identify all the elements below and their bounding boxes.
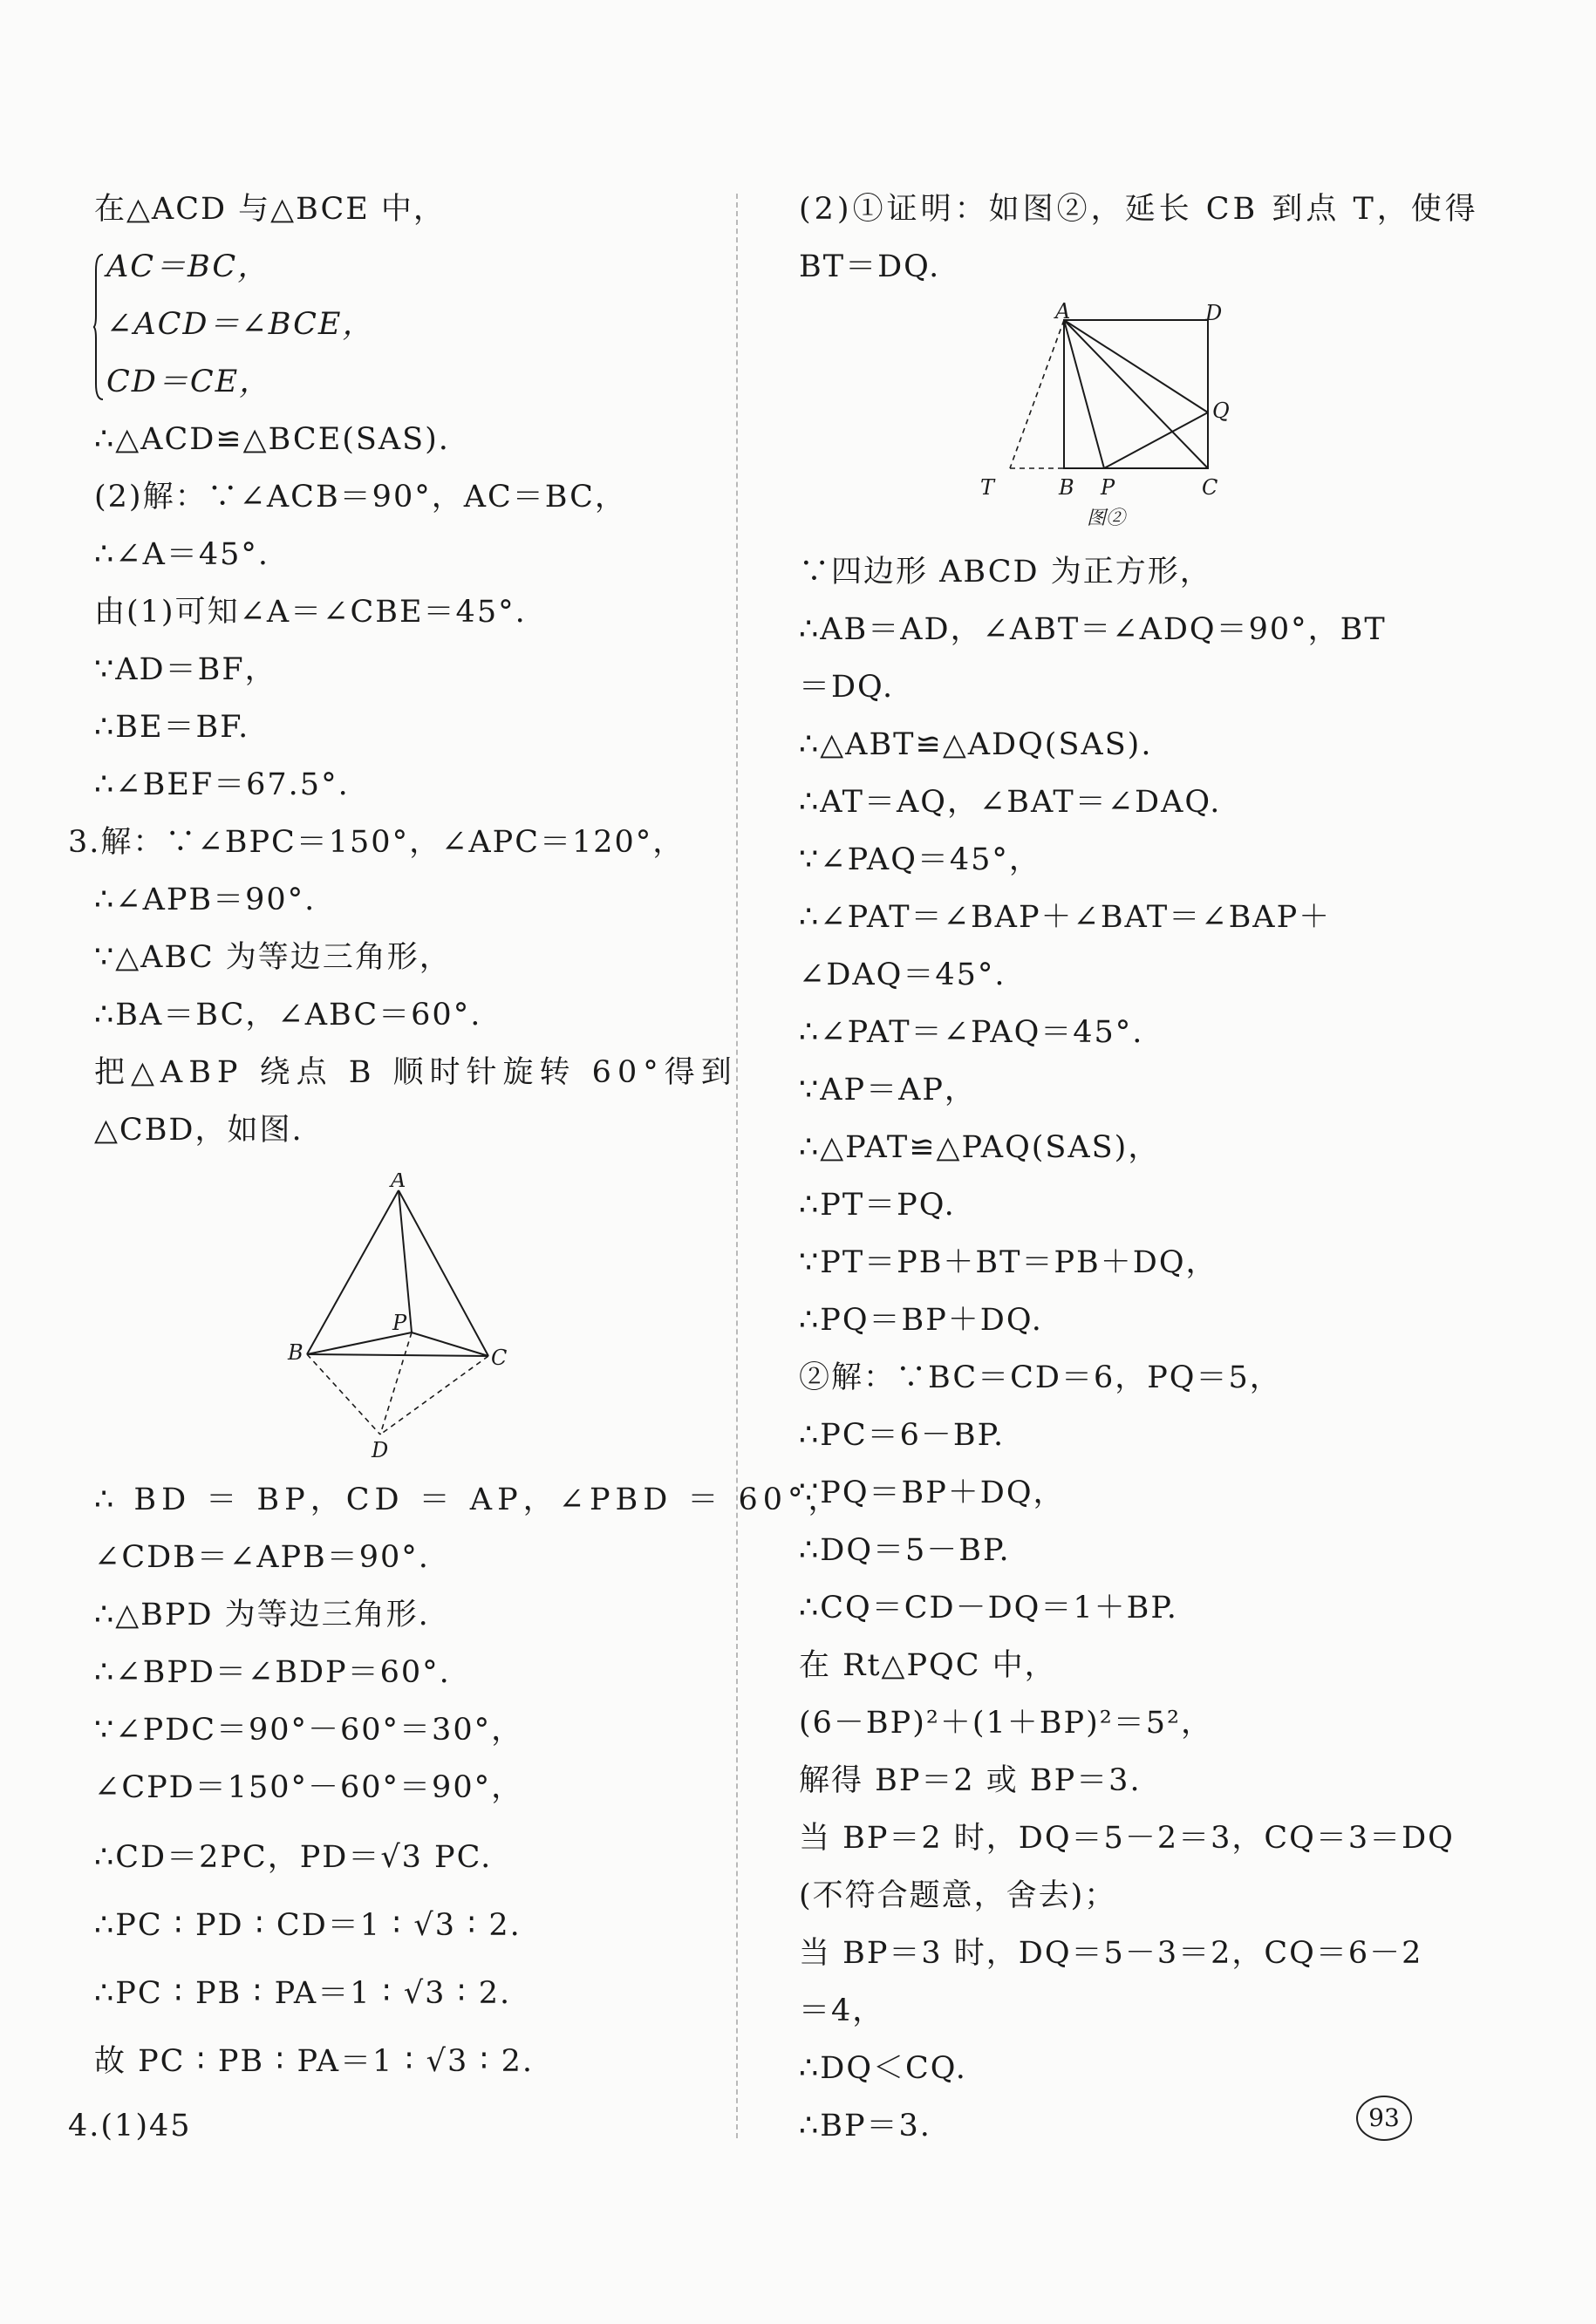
text-line: 由(1)可知∠A＝∠CBE＝45°.: [94, 595, 527, 630]
text-line: ∵∠PDC＝90°－60°＝30°，: [94, 1713, 524, 1748]
label-T: T: [980, 475, 995, 500]
text-line: ∴PC ∶ PD ∶ CD＝1 ∶ √3 ∶ 2.: [94, 1908, 522, 1943]
text-line: ∠CDB＝∠APB＝90°.: [94, 1540, 430, 1575]
text-line: ∴AT＝AQ，∠BAT＝∠DAQ.: [799, 785, 1222, 820]
column-divider: [736, 194, 738, 2138]
text-line: 当 BP＝3 时，DQ＝5－3＝2，CQ＝6－2: [799, 1936, 1423, 1971]
text-line: (2)①证明：如图②，延长 CB 到点 T，使得: [799, 192, 1479, 227]
text-line: BT＝DQ.: [799, 249, 941, 284]
text-line: △CBD，如图.: [94, 1113, 304, 1148]
figure-square: [968, 301, 1256, 536]
text-line: ∠DAQ＝45°.: [799, 958, 1006, 992]
text-line: ∴△ACD≌△BCE(SAS).: [94, 422, 450, 457]
text-line: 在 Rt△PQC 中，: [799, 1648, 1057, 1683]
text-line: 在△ACD 与△BCE 中，: [94, 192, 446, 227]
page-number: 93: [1356, 2096, 1412, 2141]
text-line: ∴∠BPD＝∠BDP＝60°.: [94, 1655, 451, 1690]
text-line: ∴BE＝BF.: [94, 710, 250, 745]
label-B: B: [1059, 475, 1074, 500]
text-line: ∴ BD ＝ BP，CD ＝ AP，∠PBD ＝ 60°，: [94, 1482, 844, 1517]
text-line: 当 BP＝2 时，DQ＝5－2＝3，CQ＝3＝DQ: [799, 1821, 1455, 1856]
label-C: C: [1202, 475, 1218, 500]
text-line: ∴CD＝2PC，PD＝√3 PC.: [94, 1840, 493, 1875]
text-line: 把△ABP 绕点 B 顺时针旋转 60°得到: [94, 1055, 738, 1090]
text-line: ∠ACD＝∠BCE，: [106, 307, 375, 342]
text-line: ∵AP＝AP，: [799, 1073, 977, 1107]
text-line: ∴∠PAT＝∠PAQ＝45°.: [799, 1015, 1144, 1050]
text-line: ∴PQ＝BP＋DQ.: [799, 1303, 1043, 1338]
text-line: ∴∠BEF＝67.5°.: [94, 767, 350, 802]
text-line: (不符合题意，舍去)；: [799, 1878, 1117, 1913]
text-line: ∵AD＝BF，: [94, 652, 277, 687]
text-line: ∵∠PAQ＝45°，: [799, 842, 1041, 877]
brace-icon: [92, 253, 105, 401]
label-B: B: [288, 1340, 304, 1365]
text-line: 故 PC ∶ PB ∶ PA＝1 ∶ √3 ∶ 2.: [94, 2044, 535, 2079]
text-line: ∴PC ∶ PB ∶ PA＝1 ∶ √3 ∶ 2.: [94, 1976, 512, 2011]
text-line: ②解：∵BC＝CD＝6，PQ＝5，: [799, 1360, 1282, 1395]
text-line: ∵△ABC 为等边三角形，: [94, 940, 452, 975]
text-line: CD＝CE，: [106, 365, 272, 399]
text-line: ∴CQ＝CD－DQ＝1＋BP.: [799, 1591, 1178, 1625]
label-C: C: [491, 1346, 508, 1370]
text-line: 解得 BP＝2 或 BP＝3.: [799, 1763, 1142, 1798]
text-line: ∴PT＝PQ.: [799, 1188, 956, 1223]
text-line: 3.解：∵∠BPC＝150°，∠APC＝120°，: [68, 825, 685, 860]
text-line: ∴△BPD 为等边三角形.: [94, 1598, 430, 1632]
label-D: D: [1205, 301, 1223, 325]
label-P: P: [1101, 475, 1115, 500]
label-A: A: [1055, 301, 1071, 324]
label-Q: Q: [1212, 399, 1230, 423]
text-line: ∴∠A＝45°.: [94, 537, 270, 572]
label-D: D: [372, 1438, 389, 1461]
text-line: ∴△ABT≌△ADQ(SAS).: [799, 727, 1153, 762]
label-P: P: [392, 1311, 407, 1335]
text-line: ∵PQ＝BP＋DQ，: [799, 1476, 1066, 1510]
text-line: ∵四边形 ABCD 为正方形，: [799, 555, 1212, 590]
text-line: ∵PT＝PB＋BT＝PB＋DQ，: [799, 1245, 1218, 1280]
text-line: 4.(1)45: [68, 2109, 192, 2143]
figure-caption: 图②: [1087, 508, 1126, 529]
text-line: ∴BA＝BC，∠ABC＝60°.: [94, 998, 482, 1033]
text-line: AC＝BC，: [106, 249, 270, 284]
text-line: ∴∠PAT＝∠BAP＋∠BAT＝∠BAP＋: [799, 900, 1332, 935]
text-line: ∴BP＝3.: [799, 2109, 931, 2143]
text-line: ∴△PAT≌△PAQ(SAS)，: [799, 1130, 1161, 1165]
label-A: A: [391, 1173, 406, 1192]
text-line: ∴DQ＝5－BP.: [799, 1533, 1011, 1568]
text-line: ∴∠APB＝90°.: [94, 883, 317, 917]
text-line: ＝DQ.: [799, 670, 895, 705]
text-line: (2)解：∵∠ACB＝90°，AC＝BC，: [94, 480, 627, 515]
text-line: ＝4，: [799, 1993, 885, 2028]
text-line: (6－BP)²＋(1＋BP)²＝5²，: [799, 1706, 1214, 1741]
text-line: ∴PC＝6－BP.: [799, 1418, 1006, 1453]
figure-triangle: [279, 1173, 515, 1461]
text-line: ∴DQ＜CQ.: [799, 2051, 967, 2086]
text-line: ∴AB＝AD，∠ABT＝∠ADQ＝90°，BT: [799, 612, 1387, 647]
text-line: ∠CPD＝150°－60°＝90°，: [94, 1770, 524, 1805]
